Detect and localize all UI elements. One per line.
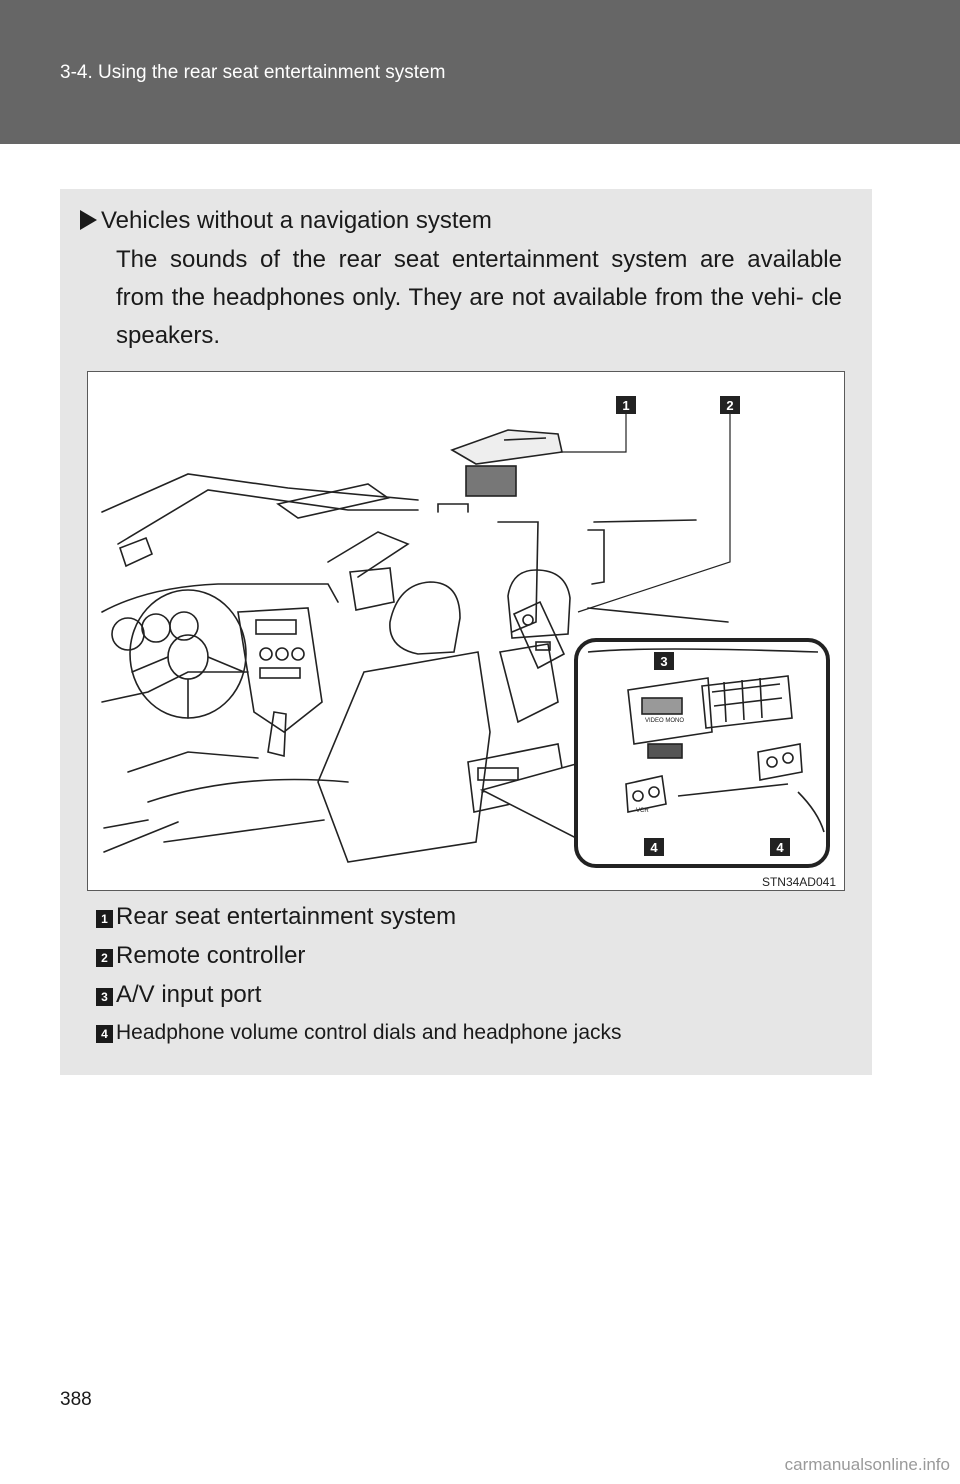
legend-number-3: 3 bbox=[96, 988, 113, 1006]
callout-4-right-number: 4 bbox=[776, 840, 784, 855]
section-title: 3-4. Using the rear seat entertainment system bbox=[60, 62, 446, 83]
vehicle-interior-illustration bbox=[87, 371, 845, 891]
subsection-heading-text: Vehicles without a navigation system bbox=[101, 207, 492, 234]
legend-item-1 bbox=[96, 903, 856, 931]
page-header bbox=[0, 0, 960, 144]
callout-3 bbox=[654, 652, 674, 670]
page-number: 388 bbox=[60, 1389, 92, 1410]
figure-code: STN34AD041 bbox=[761, 875, 836, 889]
legend-label-1: Rear seat entertainment system bbox=[116, 903, 457, 930]
legend-label-4: Headphone volume control dials and headphone jacks bbox=[116, 1021, 622, 1044]
ceiling-monitor bbox=[452, 430, 562, 496]
port-detail-inset bbox=[482, 640, 828, 866]
callout-3-number: 3 bbox=[660, 654, 668, 669]
legend-item-4 bbox=[96, 1021, 856, 1045]
triangle-bullet-icon bbox=[80, 210, 97, 230]
legend-number-1: 1 bbox=[96, 910, 113, 928]
callout-1-number: 1 bbox=[622, 398, 630, 413]
legend-item-3 bbox=[96, 981, 856, 1009]
callout-2 bbox=[720, 396, 740, 414]
vcr-label: VCR bbox=[636, 808, 649, 814]
legend-number-4: 4 bbox=[96, 1025, 113, 1043]
callout-4-left-number: 4 bbox=[650, 840, 658, 855]
legend-item-2 bbox=[96, 942, 856, 970]
callout-4-left bbox=[644, 838, 664, 856]
subsection-heading bbox=[80, 205, 492, 237]
description-text: The sounds of the rear seat entertainment system are available from the headphones only. They are not available from the vehi- cle speakers. bbox=[116, 246, 842, 349]
watermark: carmanualsonline.info bbox=[784, 1455, 950, 1474]
legend-label-2: Remote controller bbox=[116, 942, 306, 969]
callout-4-right bbox=[770, 838, 790, 856]
legend-number-2: 2 bbox=[96, 949, 113, 967]
callout-2-number: 2 bbox=[726, 398, 734, 413]
video-mono-label: VIDEO MONO bbox=[645, 718, 685, 724]
callout-1 bbox=[616, 396, 636, 414]
legend-label-3: A/V input port bbox=[116, 981, 262, 1008]
